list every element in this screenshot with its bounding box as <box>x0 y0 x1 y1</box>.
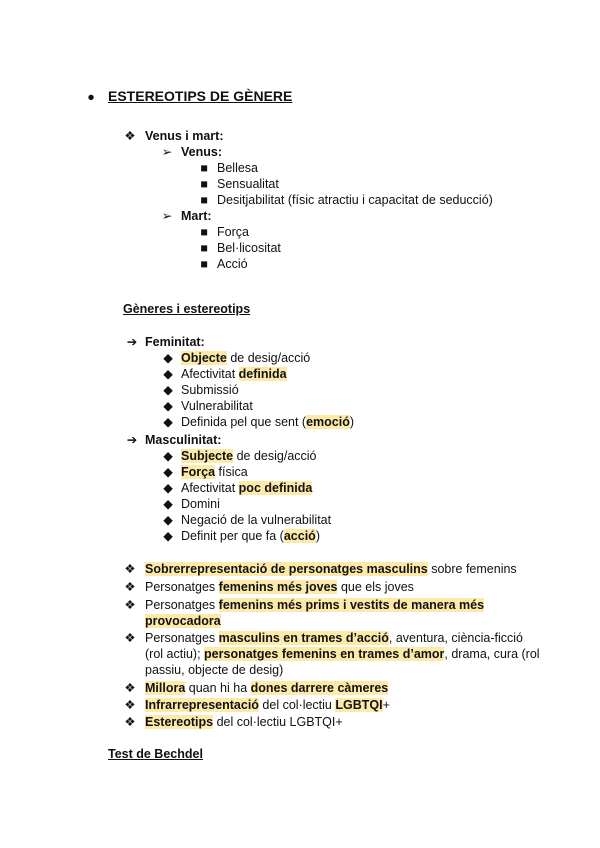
diamond-bullet-icon: ❖ <box>124 681 136 695</box>
text-run: física <box>215 465 248 479</box>
venus-mart-heading: Venus i mart: <box>145 129 224 143</box>
text-run: sobre femenins <box>427 562 517 576</box>
text-run: del col·lectiu LGBTQI+ <box>213 715 343 729</box>
text-run: ) <box>315 529 320 543</box>
arrow-bullet-icon: ➔ <box>126 335 138 349</box>
masculinitat-item <box>181 464 248 480</box>
mart-label: Mart: <box>181 209 212 223</box>
highlighted-text: LGBTQI <box>335 698 383 712</box>
highlighted-text: acció <box>283 529 316 543</box>
mart-item: Acció <box>217 257 248 271</box>
text-run: Afectivitat <box>181 481 239 495</box>
masculinitat-item <box>181 512 331 528</box>
diamond-bullet-icon: ◆ <box>163 529 173 543</box>
text-run: Vulnerabilitat <box>181 399 253 413</box>
text-run: Personatges <box>145 631 219 645</box>
diamond-bullet-icon: ❖ <box>124 598 136 612</box>
mart-item: Bel·licositat <box>217 241 281 255</box>
masculinitat-item <box>181 448 317 464</box>
feminitat-item <box>181 382 239 398</box>
claim-line <box>145 561 517 577</box>
masculinitat-item <box>181 528 320 544</box>
highlighted-text: Subjecte <box>181 449 234 463</box>
text-run: + <box>382 698 390 712</box>
square-bullet-icon: ■ <box>200 241 208 255</box>
square-bullet-icon: ■ <box>200 161 208 175</box>
text-run: Personatges <box>145 580 219 594</box>
text-run: ) <box>349 415 355 429</box>
highlighted-text: dones darrere càmeres <box>250 681 389 695</box>
generes-heading: Gèneres i estereotips <box>123 302 251 316</box>
square-bullet-icon: ■ <box>200 225 208 239</box>
claim-line <box>145 714 343 730</box>
text-run: , aventura, ciència-ficció <box>388 631 523 645</box>
text-run: Domini <box>181 497 220 511</box>
highlighted-text: emoció <box>306 415 350 429</box>
square-bullet-icon: ■ <box>200 177 208 191</box>
diamond-bullet-icon: ◆ <box>163 513 173 527</box>
text-run: , drama, cura (rol <box>444 647 540 661</box>
diamond-bullet-icon: ◆ <box>163 449 173 463</box>
text-run: (rol actiu); <box>145 647 205 661</box>
feminitat-item <box>181 366 287 382</box>
mart-item: Força <box>217 225 249 239</box>
masculinitat-item <box>181 480 312 496</box>
highlighted-text: femenins més joves <box>218 580 338 594</box>
feminitat-item <box>181 414 354 430</box>
page-title: ESTEREOTIPS DE GÈNERE <box>108 88 293 104</box>
highlighted-text: poc definida <box>238 481 313 495</box>
diamond-bullet-icon: ◆ <box>163 383 173 397</box>
highlighted-text: Infrarrepresentació <box>145 698 259 712</box>
masculinitat-label: Masculinitat: <box>145 433 222 447</box>
venus-item: Bellesa <box>217 161 258 175</box>
claim-line <box>145 662 283 678</box>
diamond-bullet-icon: ◆ <box>163 465 173 479</box>
highlighted-text: Millora <box>145 681 186 695</box>
diamond-bullet-icon: ◆ <box>163 497 173 511</box>
diamond-bullet-icon: ❖ <box>124 631 136 645</box>
diamond-bullet-icon: ❖ <box>124 562 136 576</box>
venus-item: Desitjabilitat (físic atractiu i capacitat de seducció) <box>217 193 493 207</box>
feminitat-item <box>181 398 253 414</box>
arrow-bullet-icon: ➔ <box>126 433 138 447</box>
diamond-bullet-icon: ◆ <box>163 367 173 381</box>
text-run: de desig/acció <box>233 449 317 463</box>
claim-line <box>145 697 390 713</box>
bechdel-heading: Test de Bechdel <box>108 747 203 761</box>
text-run: Definit per que fa ( <box>181 529 284 543</box>
diamond-bullet-icon: ◆ <box>163 399 173 413</box>
highlighted-text: personatges femenins en trames d’amor <box>204 647 445 661</box>
square-bullet-icon: ■ <box>200 193 208 207</box>
text-run: quan hi ha <box>185 681 251 695</box>
text-run: de desig/acció <box>226 351 311 365</box>
highlighted-text: Estereotips <box>145 715 214 729</box>
claim-line <box>145 597 484 613</box>
claim-line <box>145 613 221 629</box>
diamond-bullet-icon: ❖ <box>124 580 136 594</box>
diamond-bullet-icon: ◆ <box>163 415 173 429</box>
claim-line <box>145 646 540 662</box>
highlighted-text: femenins més prims i vestits de manera més <box>218 598 485 612</box>
text-run: Afectivitat <box>181 367 239 381</box>
arrowhead-bullet-icon: ➢ <box>161 209 173 223</box>
text-run: Negació de la vulnerabilitat <box>181 513 332 527</box>
square-bullet-icon: ■ <box>200 257 208 271</box>
diamond-bullet-icon: ◆ <box>163 351 173 365</box>
bullet-dot-icon: ● <box>87 90 95 104</box>
feminitat-label: Feminitat: <box>145 335 205 349</box>
highlighted-text: Sobrerrepresentació de personatges masculins <box>145 562 428 576</box>
text-run: passiu, objecte de desig) <box>145 663 284 677</box>
highlighted-text: Força <box>181 465 216 479</box>
highlighted-text: definida <box>238 367 287 381</box>
text-run: Personatges <box>145 598 219 612</box>
claim-line <box>145 680 388 696</box>
text-run: Submissió <box>181 383 239 397</box>
claim-line <box>145 630 523 646</box>
highlighted-text: provocadora <box>145 614 221 628</box>
feminitat-item <box>181 350 310 366</box>
text-run: del col·lectiu <box>258 698 336 712</box>
arrowhead-bullet-icon: ➢ <box>161 145 173 159</box>
diamond-bullet-icon: ❖ <box>124 698 136 712</box>
diamond-bullet-icon: ❖ <box>124 715 136 729</box>
venus-item: Sensualitat <box>217 177 279 191</box>
masculinitat-item <box>181 496 220 512</box>
diamond-bullet-icon: ◆ <box>163 481 173 495</box>
diamond-bullet-icon: ❖ <box>124 129 136 143</box>
claim-line <box>145 579 414 595</box>
highlighted-text: Objecte <box>181 351 227 365</box>
highlighted-text: masculins en trames d’acció <box>218 631 389 645</box>
venus-label: Venus: <box>181 145 222 159</box>
text-run: que els joves <box>337 580 414 594</box>
text-run: Definida pel que sent ( <box>181 415 307 429</box>
